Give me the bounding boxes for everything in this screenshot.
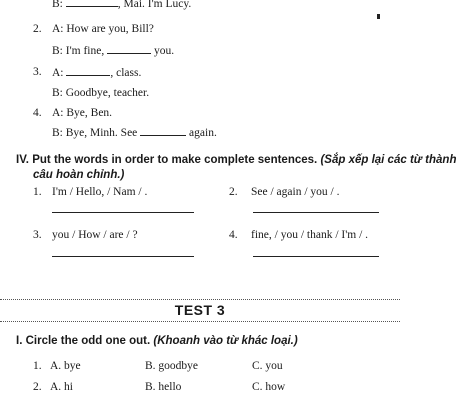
item3-line-b: B: Goodbye, teacher.: [52, 87, 150, 99]
divider-bottom: [0, 321, 400, 322]
option-c[interactable]: C. how: [252, 381, 286, 393]
odd-row-number: 2.: [33, 381, 42, 393]
instruction-text: Circle the odd one out.: [25, 335, 151, 347]
answer-line[interactable]: [52, 212, 194, 213]
answer-line[interactable]: [253, 256, 379, 257]
section-numeral: I.: [16, 335, 23, 347]
scan-speck: [377, 14, 380, 19]
option-c[interactable]: C. you: [252, 360, 283, 372]
translation-text: (Khoanh vào từ khác loại.): [153, 335, 298, 347]
divider-top: [0, 299, 400, 300]
item4-number: 4.: [33, 107, 42, 119]
line-text: , class.: [110, 67, 142, 79]
instruction-text: Put the words in order to make complete sentences.: [32, 154, 318, 166]
line-text: B: Bye, Minh. See: [52, 127, 138, 139]
translation-text: câu hoàn chỉnh.): [33, 169, 125, 181]
item3-number: 3.: [33, 66, 42, 78]
item1-line-b: [52, 0, 191, 10]
option-a[interactable]: A. hi: [50, 381, 73, 393]
scramble-item-number: 4.: [229, 229, 238, 241]
scramble-item-number: 1.: [33, 186, 42, 198]
section-numeral: IV.: [16, 154, 30, 166]
section4-heading: [16, 154, 456, 166]
item2-line-b: [52, 44, 174, 57]
option-a[interactable]: A. bye: [50, 360, 81, 372]
option-b[interactable]: B. hello: [145, 381, 182, 393]
speaker-label: A:: [52, 67, 64, 79]
scramble-item-words: See / again / you / .: [251, 186, 340, 198]
line-text: again.: [189, 127, 217, 139]
answer-blank[interactable]: [66, 66, 110, 76]
line-text: B: I'm fine,: [52, 45, 105, 57]
item4-line-a: A: Bye, Ben.: [52, 107, 113, 119]
scramble-item-words: I'm / Hello, / Nam / .: [52, 186, 148, 198]
scramble-item-words: you / How / are / ?: [52, 229, 138, 241]
section4-heading-cont: [33, 169, 124, 181]
line-text: , Mai. I'm Lucy.: [117, 0, 192, 10]
option-b[interactable]: B. goodbye: [145, 360, 199, 372]
answer-blank[interactable]: [66, 0, 118, 7]
item4-line-b: [52, 126, 217, 139]
answer-blank[interactable]: [107, 44, 151, 54]
odd-row-number: 1.: [33, 360, 42, 372]
answer-blank[interactable]: [140, 126, 186, 136]
answer-line[interactable]: [52, 256, 194, 257]
line-text: you.: [153, 45, 175, 57]
item2-line-a: A: How are you, Bill?: [52, 23, 154, 35]
test3-section1-heading: [16, 335, 298, 347]
scramble-item-number: 3.: [33, 229, 42, 241]
scramble-item-number: 2.: [229, 186, 238, 198]
scramble-item-words: fine, / you / thank / I'm / .: [251, 229, 369, 241]
translation-text: (Sắp xếp lại các từ thành: [320, 154, 456, 166]
test-title: TEST 3: [174, 302, 226, 318]
item2-number: 2.: [33, 23, 42, 35]
speaker-label: B:: [52, 0, 63, 10]
answer-line[interactable]: [253, 212, 379, 213]
item3-line-a: [52, 66, 141, 79]
